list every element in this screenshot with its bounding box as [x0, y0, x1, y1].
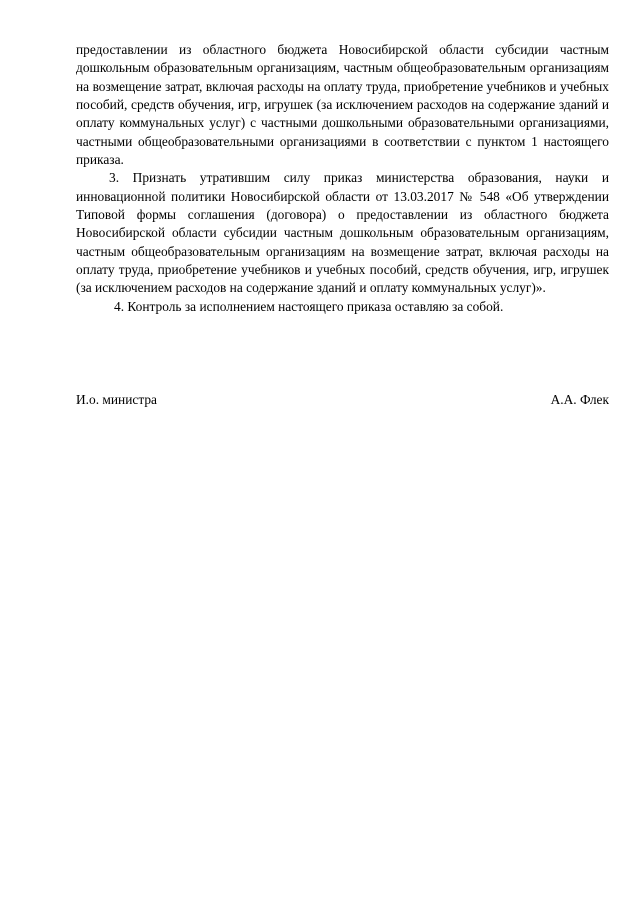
- paragraph-3: 3. Признать утратившим силу приказ министерства образования, науки и инновационной политики Новосибирской области от 13.03.2017 № 548 «Об утверждении Типовой формы соглашения (договора) о предоставлении из областного бюджета Новосибирской области субсидии частным дошкольным образовательным организациям, частным общеобразовательным организациям на возмещение затрат, включая расходы на оплату труда, приобретение учебников и учебных пособий, средств обучения, игр, игрушек (за исключением расходов на содержание зданий и оплату коммунальных услуг)».: [76, 170, 609, 296]
- signatory-position: И.о. министра: [76, 392, 157, 407]
- signature-block: [76, 391, 609, 409]
- signatory-name: А.А. Флек: [550, 392, 609, 407]
- paragraph-continuation: предоставлении из областного бюджета Новосибирской области субсидии частным дошкольным образовательным организациям, частным общеобразовательным организациям на возмещение затрат, включая расходы на оплату труда, приобретение учебников и учебных пособий, средств обучения, игр, игрушек (за исключением расходов на содержание зданий и оплату коммунальных услуг) с частными дошкольными образовательными организациями, частными общеобразовательными организациями в соответствии с пунктом 1 настоящего приказа.: [76, 42, 609, 168]
- document-body: [76, 41, 609, 316]
- paragraph-4: 4. Контроль за исполнением настоящего приказа оставляю за собой.: [114, 298, 504, 314]
